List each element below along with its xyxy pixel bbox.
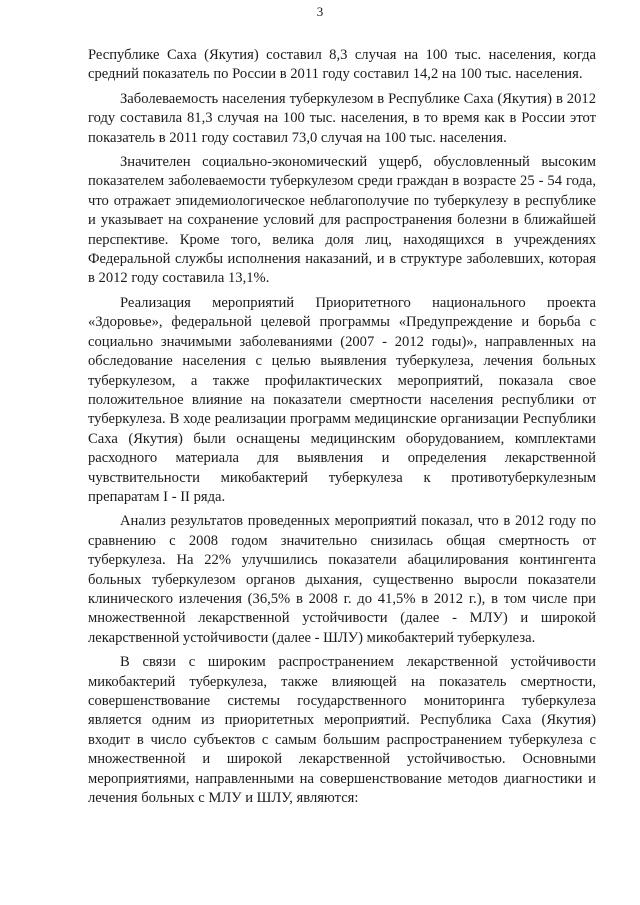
paragraph-national-project: Реализация мероприятий Приоритетного национального проекта «Здоровье», федеральной целевой программы «Предупреждение и борьба с социально значимыми заболеваниями (2007 - 2012 годы)», направленных на обследование населения с целью выявления туберкулеза, лечения больных туберкулезом, а также профилактических мероприятий, показала свое положительное влияние на показатели смертности населения республики от туберкулеза. В ходе реализации программ медицинские организации Республики Саха (Якутия) были оснащены медицинским оборудованием, комплектами расходного материала для выявления и определения лекарственной чувствительности микобактерий туберкулеза к противотуберкулезным препаратам I - II ряда. xyxy=(88,294,596,505)
page-number: 3 xyxy=(316,4,324,19)
paragraph-incidence: Заболеваемость населения туберкулезом в Республике Саха (Якутия) в 2012 году составила 81,3 случая на 100 тыс. населения, в то время как в России этот показатель в 2011 году составил 73,0 случая на 100 тыс. населения. xyxy=(88,90,596,146)
document-body xyxy=(88,46,596,813)
paragraph-results-analysis: Анализ результатов проведенных мероприятий показал, что в 2012 году по сравнению с 2008 годом значительно снизилась общая смертность от туберкулеза. На 22% улучшились показатели абацилирования контингента больных туберкулезом органов дыхания, существенно выросли показатели клинического излечения (36,5% в 2008 г. до 41,5% в 2012 г.), в том числе при множественной лекарственной устойчивости (далее - МЛУ) и широкой лекарственной устойчивости (далее - ШЛУ) микобактерий туберкулеза. xyxy=(88,513,596,646)
paragraph-continuation: Республике Саха (Якутия) составил 8,3 случая на 100 тыс. населения, когда средний показатель по России в 2011 году составил 14,2 на 100 тыс. населения. xyxy=(88,47,596,83)
paragraph-economic-damage: Значителен социально-экономический ущерб, обусловленный высоким показателем заболеваемости туберкулезом среди граждан в возрасте 25 - 54 года, что отражает эпидемиологическое неблагополучие по туберкулезу в республике и указывает на сохранение условий для распространения болезни в ближайшей перспективе. Кроме того, велика доля лиц, находящихся в учреждениях Федеральной службы исполнения наказаний, и в структуре заболевших, которая в 2012 году составила 13,1%. xyxy=(88,154,596,287)
paragraph-drug-resistance: В связи с широким распространением лекарственной устойчивости микобактерий туберкулеза, также влияющей на показатель смертности, совершенствование системы государственного мониторинга туберкулеза является одним из приоритетных мероприятий. Республика Саха (Якутия) входит в число субъектов с самым большим распространением туберкулеза с множественной и широкой лекарственной устойчивостью. Основными мероприятиями, направленными на совершенствование методов диагностики и лечения больных с МЛУ и ШЛУ, являются: xyxy=(88,654,596,807)
